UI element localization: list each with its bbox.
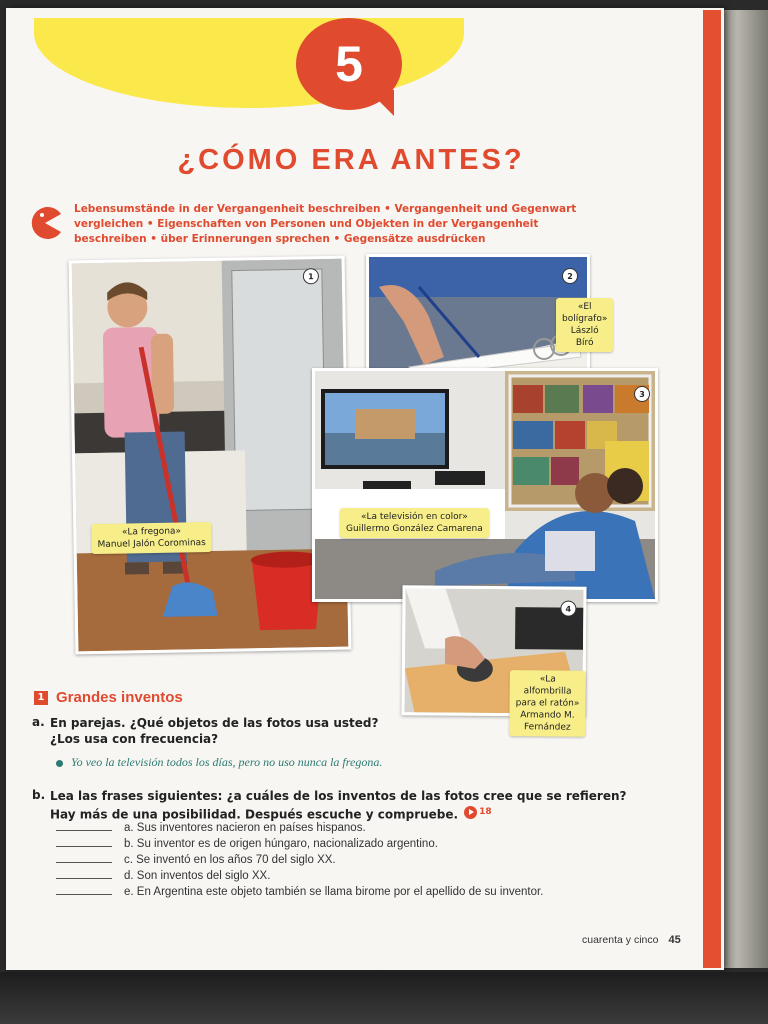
photo-tv: [312, 368, 658, 602]
answer-blank[interactable]: [56, 830, 112, 831]
photo-number-badge: 2: [562, 268, 578, 284]
scanner-shadow: [0, 972, 768, 1024]
badge-tail: [368, 90, 394, 116]
statement-text: e. En Argentina este objeto también se llama birome por el apellido de su inventor.: [124, 886, 544, 898]
photo-number-badge: 1: [303, 268, 319, 284]
statement-row: [56, 854, 336, 866]
audio-track[interactable]: [464, 804, 492, 820]
pacman-icon: [28, 206, 62, 240]
play-icon[interactable]: [464, 806, 477, 819]
caption-title: «La televisión en color»: [360, 512, 468, 522]
page-number-words: cuarenta y cinco: [582, 934, 659, 946]
statement-row: [56, 838, 438, 850]
statement-row: [56, 822, 366, 834]
textbook-page: [6, 8, 724, 970]
caption-title: «El bolígrafo»: [562, 302, 608, 324]
item-b-line2-text: Hay más de una posibilidad. Después escuche y compruebe.: [50, 807, 459, 822]
caption-inventor: Manuel Jalón Corominas: [97, 538, 206, 550]
exercise-number: 1: [34, 691, 48, 705]
audio-track-number: 18: [479, 807, 492, 817]
page-number: 45: [668, 934, 681, 946]
unit-number: 5: [335, 36, 363, 92]
exercise-title: Grandes inventos: [56, 689, 183, 706]
book-spine: [724, 10, 768, 968]
photo-mop: [69, 256, 352, 655]
learning-objectives: Lebensumstände in der Vergangenheit beschreiben • Vergangenheit und Gegenwart vergleichen • Eigenschaften von Personen und Objekten in der Vergangenheit beschreiben • über Erinnerungen sprechen • Gegensätze ausdrücken: [74, 203, 577, 245]
caption-mousepad: [509, 670, 586, 737]
item-a-line2: ¿Los usa con frecuencia?: [50, 732, 219, 746]
example-text: Yo veo la televisión todos los días, pero no uso nunca la fregona.: [71, 755, 383, 769]
caption-inventor: László Bíró: [570, 326, 599, 348]
item-a-letter: a.: [32, 715, 45, 729]
photo-mousepad: [401, 585, 586, 733]
caption-title: «La alfombrilla para el ratón»: [515, 674, 580, 709]
photo-number-badge: 4: [560, 601, 576, 617]
bullet-icon: [56, 760, 63, 767]
caption-inventor: Guillermo González Camarena: [346, 524, 483, 534]
statement-text: c. Se inventó en los años 70 del siglo XX.: [124, 854, 336, 866]
example-sentence: [56, 755, 382, 770]
statement-row: [56, 870, 270, 882]
page-footer: [582, 934, 681, 946]
item-b-line2: [50, 804, 626, 823]
statement-text: b. Su inventor es de origen húngaro, nacionalizado argentino.: [124, 838, 438, 850]
item-a-text: [50, 715, 378, 747]
caption-title: «La fregona»: [121, 526, 182, 538]
unit-title: ¿CÓMO ERA ANTES?: [177, 144, 525, 176]
item-b-line1: Lea las frases siguientes: ¿a cuáles de los inventos de las fotos cree que se refieren?: [50, 789, 627, 803]
statement-row: [56, 886, 543, 898]
statement-text: a. Sus inventores nacieron en países hispanos.: [124, 822, 366, 834]
exercise-header: [34, 689, 183, 706]
answer-blank[interactable]: [56, 894, 112, 895]
photo-pen: [366, 254, 608, 380]
caption-pen: [556, 298, 613, 352]
caption-tv: [340, 508, 489, 538]
caption-inventor: Armando M. Fernández: [520, 710, 575, 733]
item-b-text: [50, 788, 626, 823]
photo-number-badge: 3: [634, 386, 650, 402]
answer-blank[interactable]: [56, 846, 112, 847]
page-red-edge: [703, 10, 721, 968]
caption-mop: [91, 522, 212, 554]
answer-blank[interactable]: [56, 878, 112, 879]
answer-blank[interactable]: [56, 862, 112, 863]
item-a-line1: En parejas. ¿Qué objetos de las fotos usa usted?: [50, 716, 379, 730]
item-b-letter: b.: [32, 788, 46, 802]
statement-text: d. Son inventos del siglo XX.: [124, 870, 271, 882]
